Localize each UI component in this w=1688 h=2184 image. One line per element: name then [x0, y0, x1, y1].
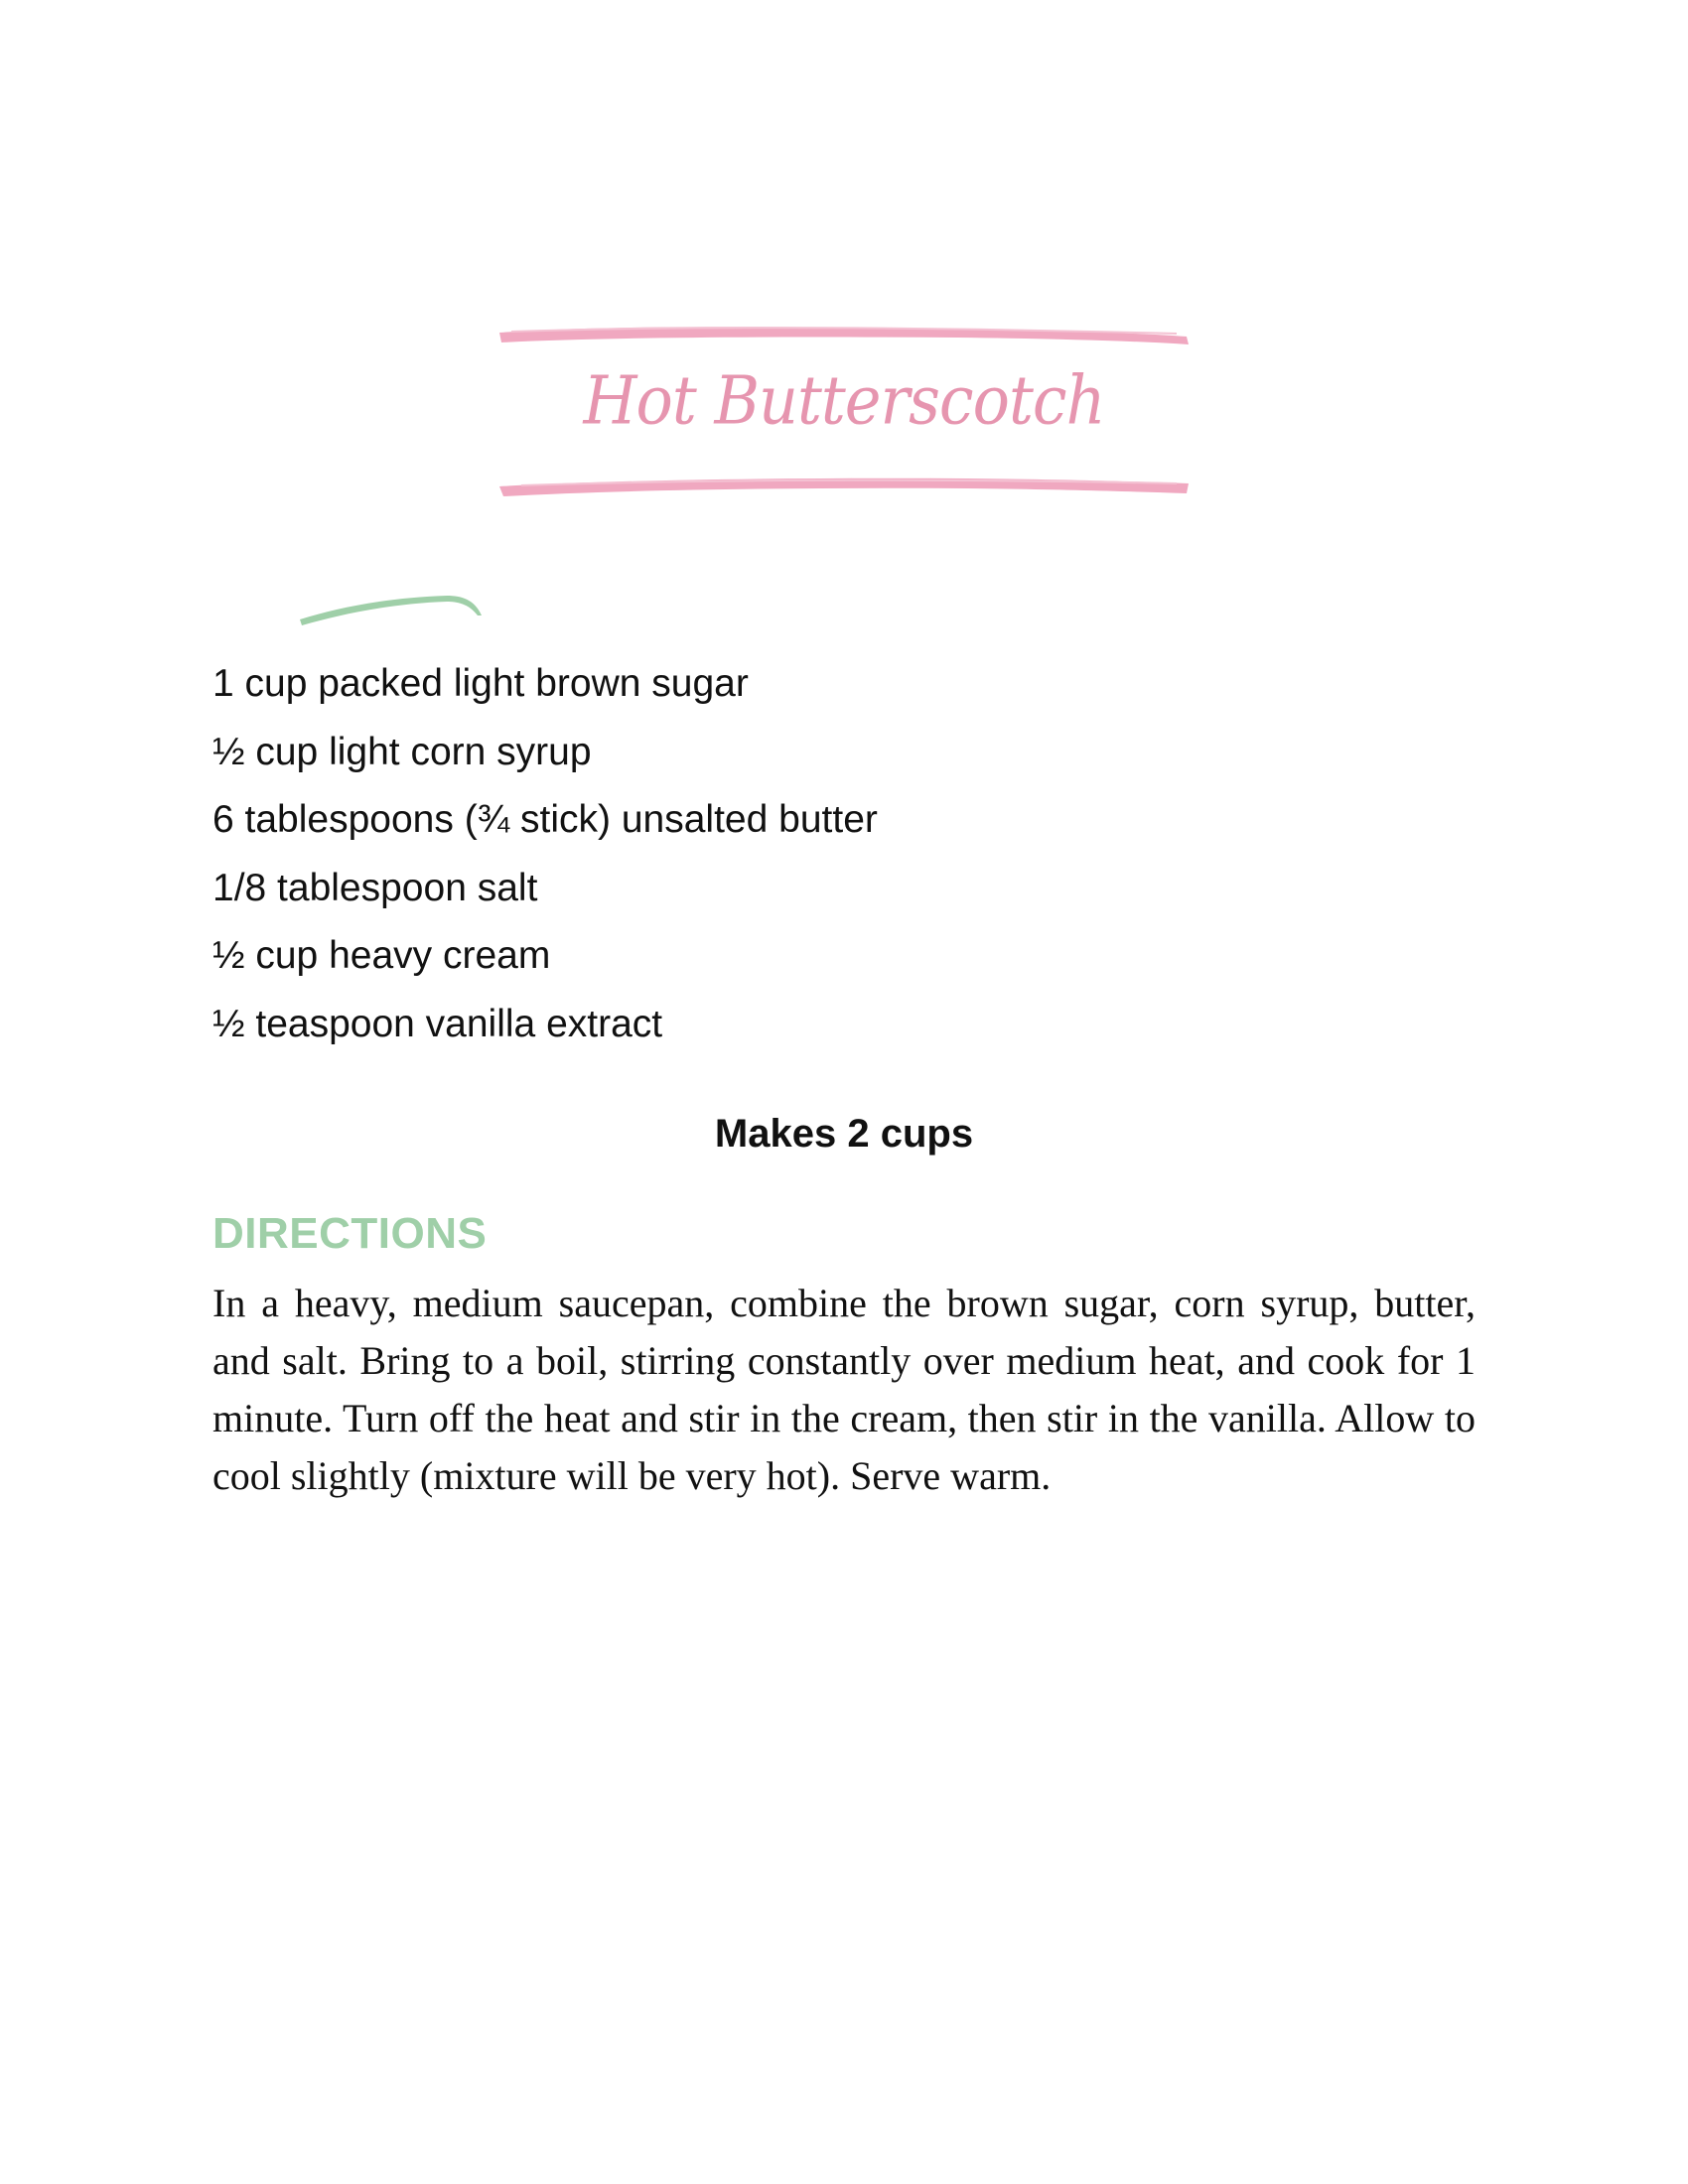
ingredient-item: 1 cup packed light brown sugar	[212, 662, 749, 705]
ingredient-item: ½ cup light corn syrup	[212, 730, 592, 773]
ingredient-item: 6 tablespoons (¾ stick) unsalted butter	[212, 798, 878, 841]
recipe-yield: Makes 2 cups	[714, 1112, 974, 1156]
ingredient-item: 1/8 tablespoon salt	[212, 866, 538, 909]
title-banner	[492, 313, 1196, 511]
green-accent-stroke	[298, 586, 487, 625]
ingredient-item: ½ cup heavy cream	[212, 934, 551, 977]
directions-heading: DIRECTIONS	[212, 1209, 488, 1258]
ingredient-item: ½ teaspoon vanilla extract	[212, 1002, 663, 1045]
directions-text: In a heavy, medium saucepan, combine the brown sugar, corn syrup, butter, and salt. Bring to a boil, stirring constantly over medium heat, and cook for 1 minute. Turn off the heat and stir in the cream, then stir in the vanilla. Allow to cool slightly (mixture will be very hot). Serve warm.	[212, 1281, 1476, 1498]
ingredients-list	[212, 650, 878, 1058]
recipe-title: Hot Butterscotch	[583, 361, 1105, 440]
